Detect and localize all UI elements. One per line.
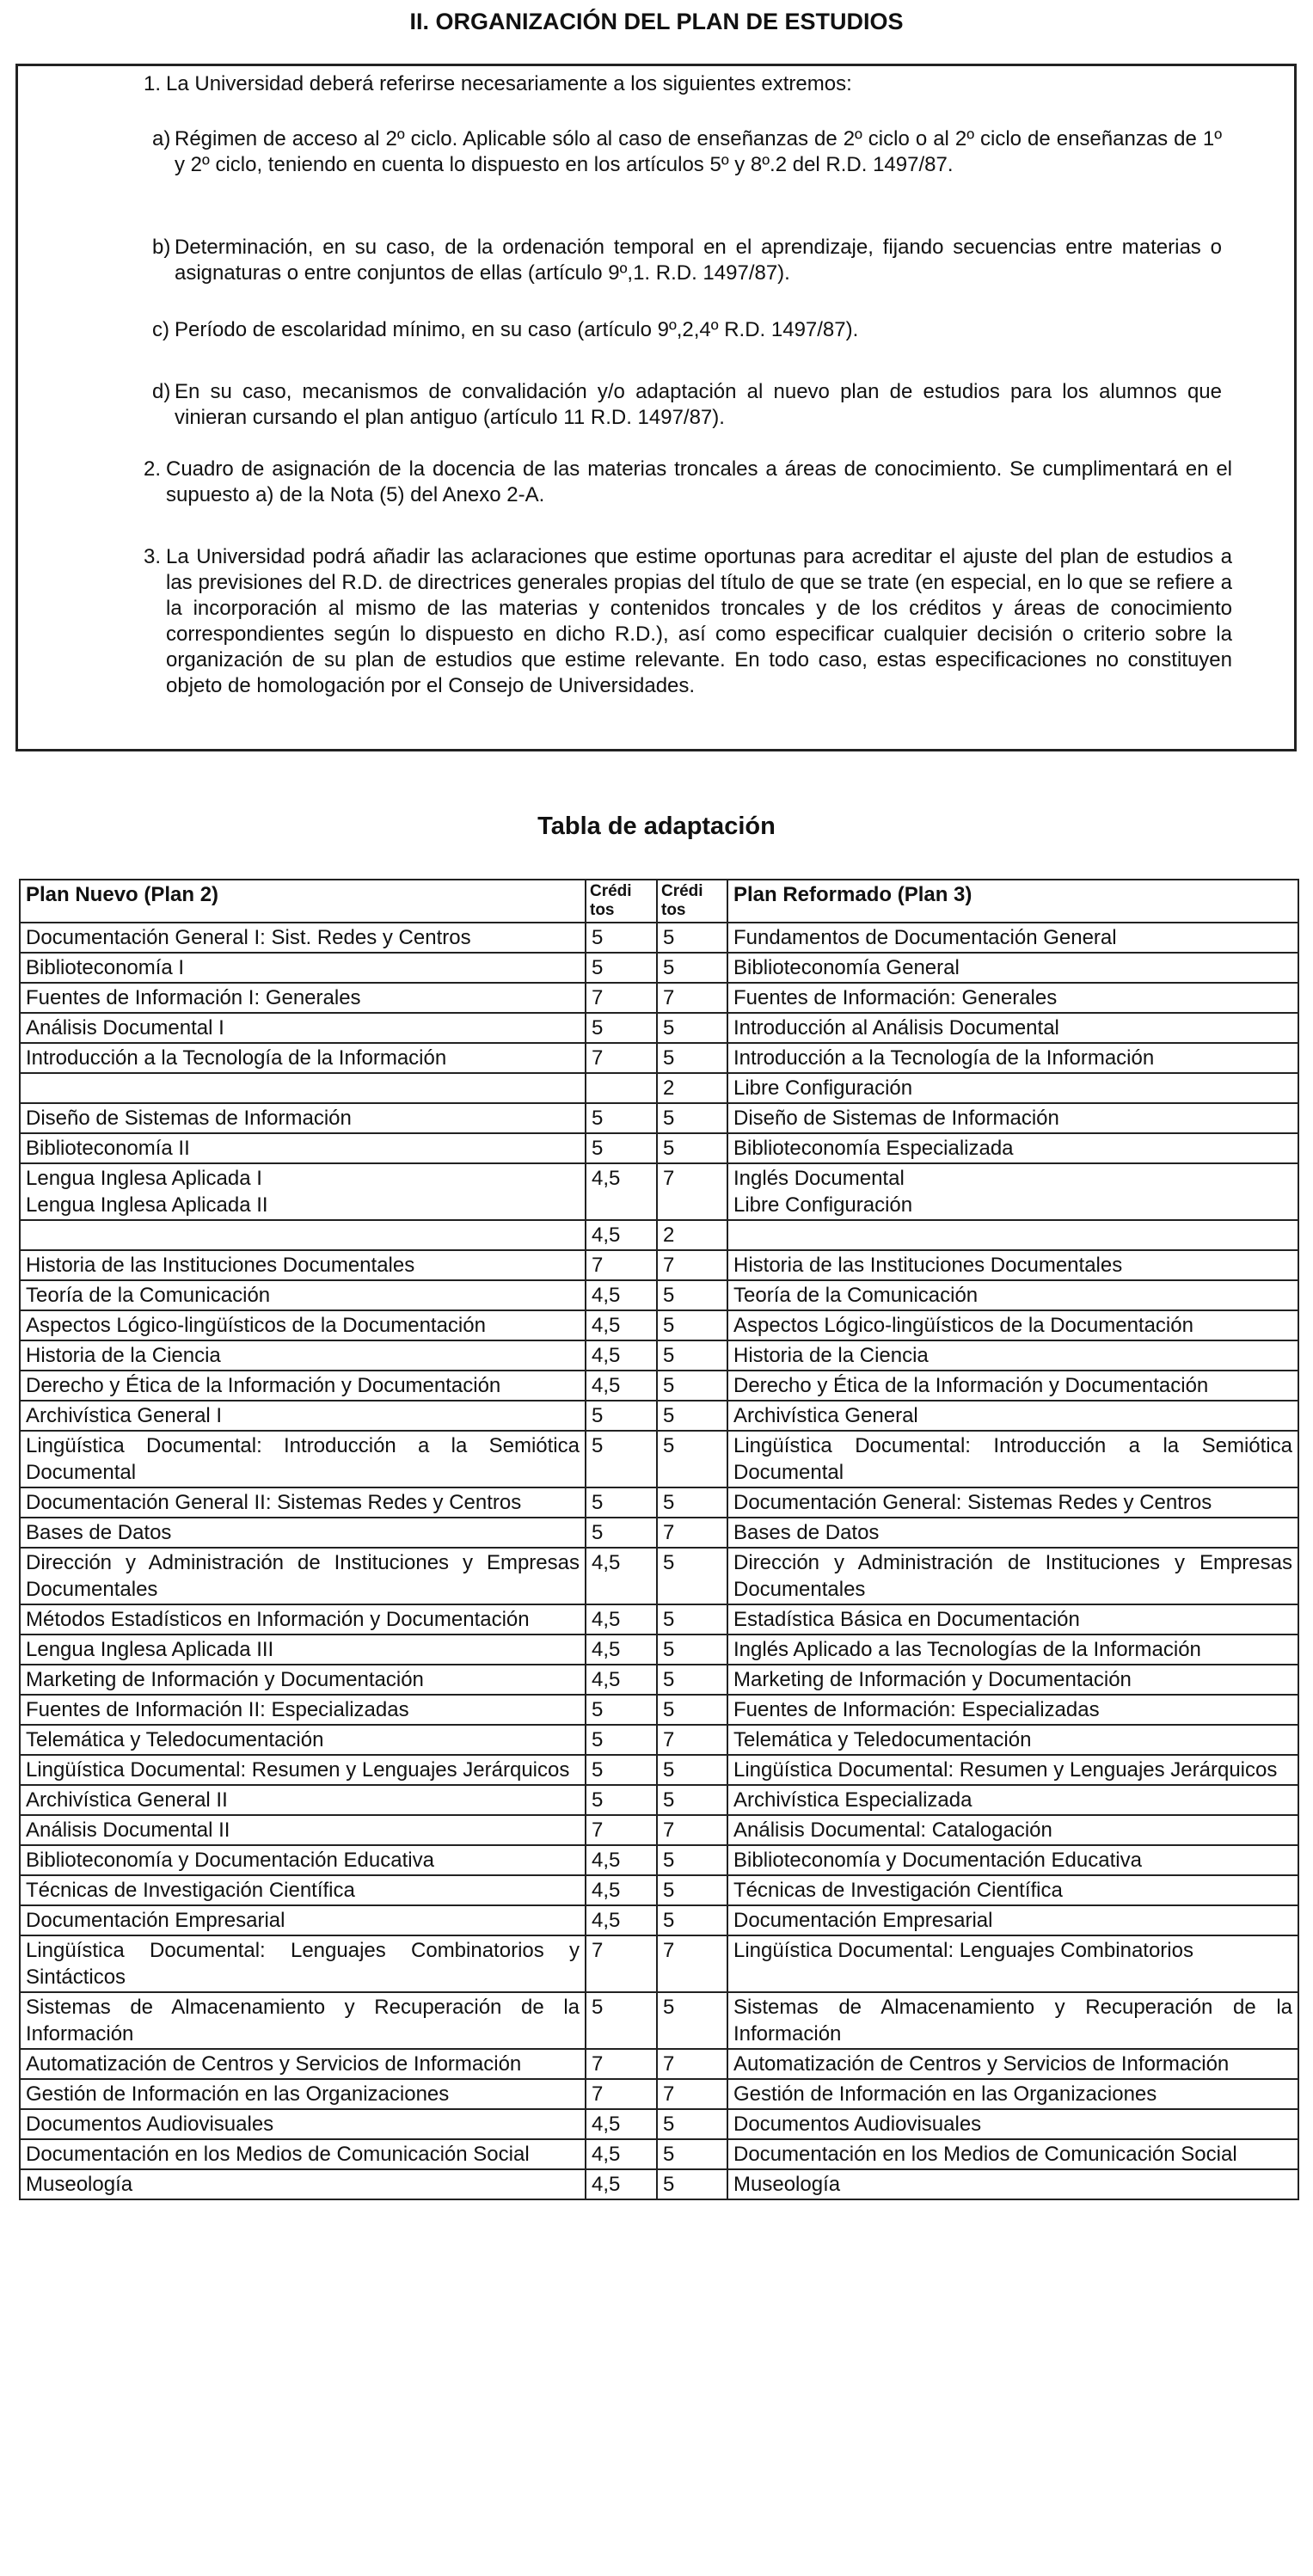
table-row (20, 2079, 1298, 2109)
table-row (20, 923, 1298, 953)
table-row (20, 1695, 1298, 1725)
table-row (20, 983, 1298, 1013)
cell-plan-nuevo: Automatización de Centros y Servicios de Información (20, 2049, 586, 2079)
cell-plan-reformado: Documentos Audiovisuales (727, 2109, 1298, 2139)
cell-creditos-nuevo: 4,5 (586, 1163, 657, 1220)
cell-creditos-nuevo: 7 (586, 983, 657, 1013)
cell-plan-reformado: Museología (727, 2169, 1298, 2199)
table-row (20, 1487, 1298, 1518)
cell-creditos-nuevo: 5 (586, 1725, 657, 1755)
cell-creditos-reformado: 5 (657, 1905, 727, 1935)
cell-creditos-reformado: 5 (657, 1992, 727, 2049)
table-row (20, 1875, 1298, 1905)
cell-creditos-reformado: 5 (657, 1755, 727, 1785)
cell-creditos-nuevo: 5 (586, 953, 657, 983)
cell-plan-nuevo: Archivística General II (20, 1785, 586, 1815)
table-row (20, 1133, 1298, 1163)
adaptation-table (19, 879, 1299, 2200)
cell-plan-reformado: Lingüística Documental: Resumen y Lenguajes Jerárquicos (727, 1755, 1298, 1785)
cell-plan-reformado: Estadística Básica en Documentación (727, 1604, 1298, 1635)
cell-creditos-reformado: 5 (657, 1013, 727, 1043)
cell-creditos-nuevo: 5 (586, 1785, 657, 1815)
cell-plan-reformado: Teoría de la Comunicación (727, 1280, 1298, 1310)
cell-creditos-reformado: 7 (657, 2049, 727, 2079)
cell-plan-nuevo (20, 1073, 586, 1103)
cell-plan-reformado: Aspectos Lógico-lingüísticos de la Documentación (727, 1310, 1298, 1340)
cell-creditos-reformado: 7 (657, 1250, 727, 1280)
cell-plan-nuevo: Museología (20, 2169, 586, 2199)
table-row (20, 1935, 1298, 1992)
cell-creditos-reformado: 5 (657, 1280, 727, 1310)
cell-plan-nuevo: Introducción a la Tecnología de la Información (20, 1043, 586, 1073)
cell-plan-reformado: Derecho y Ética de la Información y Documentación (727, 1371, 1298, 1401)
cell-creditos-reformado: 5 (657, 2169, 727, 2199)
table-row (20, 1518, 1298, 1548)
cell-plan-nuevo: Diseño de Sistemas de Información (20, 1103, 586, 1133)
cell-creditos-nuevo: 5 (586, 1013, 657, 1043)
cell-plan-reformado: Telemática y Teledocumentación (727, 1725, 1298, 1755)
table-header-row (20, 880, 1298, 923)
cell-creditos-reformado: 5 (657, 1340, 727, 1371)
cell-creditos-nuevo: 4,5 (586, 1340, 657, 1371)
table-row (20, 1013, 1298, 1043)
cell-creditos-reformado: 7 (657, 1935, 727, 1992)
cell-plan-reformado: Introducción al Análisis Documental (727, 1013, 1298, 1043)
cell-creditos-nuevo: 7 (586, 1043, 657, 1073)
cell-creditos-reformado: 5 (657, 1043, 727, 1073)
sub-item-label: c) (152, 318, 169, 341)
cell-creditos-reformado: 5 (657, 1487, 727, 1518)
list-item-2 (144, 457, 1232, 508)
cell-creditos-nuevo: 5 (586, 1133, 657, 1163)
table-row (20, 1548, 1298, 1604)
list-item-text: La Universidad deberá referirse necesariamente a los siguientes extremos: (166, 72, 852, 95)
cell-creditos-nuevo: 5 (586, 1695, 657, 1725)
cell-plan-nuevo: Técnicas de Investigación Científica (20, 1875, 586, 1905)
cell-plan-reformado: Documentación Empresarial (727, 1905, 1298, 1935)
cell-plan-nuevo (20, 1220, 586, 1250)
table-row (20, 1905, 1298, 1935)
table-row (20, 1431, 1298, 1487)
cell-creditos-reformado: 5 (657, 1548, 727, 1604)
list-item-3 (144, 544, 1232, 699)
cell-creditos-nuevo: 4,5 (586, 1220, 657, 1250)
cell-plan-reformado: Historia de las Instituciones Documentales (727, 1250, 1298, 1280)
sub-item-a (152, 126, 1222, 178)
list-item-text: Cuadro de asignación de la docencia de las materias troncales a áreas de conocimiento. Se cumplimentará en el supuesto a) de la Nota (5) del Anexo 2-A. (166, 457, 1232, 506)
cell-plan-nuevo: Marketing de Información y Documentación (20, 1665, 586, 1695)
cell-plan-reformado: Bases de Datos (727, 1518, 1298, 1548)
cell-creditos-nuevo: 4,5 (586, 1604, 657, 1635)
cell-creditos-reformado: 7 (657, 1518, 727, 1548)
table-row (20, 1280, 1298, 1310)
cell-creditos-reformado: 5 (657, 1401, 727, 1431)
cell-plan-nuevo: Lingüística Documental: Lenguajes Combinatorios y Sintácticos (20, 1935, 586, 1992)
cell-plan-reformado: Lingüística Documental: Lenguajes Combinatorios (727, 1935, 1298, 1992)
cell-creditos-reformado: 5 (657, 1103, 727, 1133)
cell-plan-nuevo: Dirección y Administración de Instituciones y Empresas Documentales (20, 1548, 586, 1604)
cell-plan-nuevo: Métodos Estadísticos en Información y Documentación (20, 1604, 586, 1635)
cell-plan-reformado: Análisis Documental: Catalogación (727, 1815, 1298, 1845)
cell-plan-nuevo: Fuentes de Información I: Generales (20, 983, 586, 1013)
sub-item-text: En su caso, mecanismos de convalidación y/o adaptación al nuevo plan de estudios para los alumnos que vinieran cursando el plan antiguo (artículo 11 R.D. 1497/87). (175, 380, 1222, 429)
cell-plan-nuevo-line: Lengua Inglesa Aplicada II (26, 1193, 268, 1217)
cell-plan-reformado: Biblioteconomía y Documentación Educativa (727, 1845, 1298, 1875)
table-title: Tabla de adaptación (537, 813, 776, 840)
table-row (20, 2109, 1298, 2139)
table-row (20, 1635, 1298, 1665)
cell-creditos-reformado: 7 (657, 1815, 727, 1845)
cell-creditos-nuevo: 5 (586, 923, 657, 953)
table-row (20, 2169, 1298, 2199)
table-row (20, 1785, 1298, 1815)
cell-plan-reformado (727, 1220, 1298, 1250)
cell-plan-reformado: Documentación en los Medios de Comunicación Social (727, 2139, 1298, 2169)
cell-plan-nuevo: Documentación General II: Sistemas Redes y Centros (20, 1487, 586, 1518)
cell-plan-reformado: Biblioteconomía Especializada (727, 1133, 1298, 1163)
cell-plan-nuevo: Lengua Inglesa Aplicada III (20, 1635, 586, 1665)
cell-plan-reformado: Automatización de Centros y Servicios de Información (727, 2049, 1298, 2079)
cell-plan-reformado: Historia de la Ciencia (727, 1340, 1298, 1371)
table-row (20, 1755, 1298, 1785)
table-row (20, 1250, 1298, 1280)
cell-plan-reformado: Libre Configuración (727, 1073, 1298, 1103)
table-row (20, 1073, 1298, 1103)
cell-plan-nuevo: Historia de las Instituciones Documentales (20, 1250, 586, 1280)
cell-plan-reformado: Sistemas de Almacenamiento y Recuperación de la Información (727, 1992, 1298, 2049)
cell-creditos-reformado: 7 (657, 1163, 727, 1220)
cell-creditos-nuevo: 4,5 (586, 1371, 657, 1401)
cell-creditos-reformado: 7 (657, 2079, 727, 2109)
list-number: 3. (144, 545, 162, 568)
table-row (20, 1220, 1298, 1250)
cell-plan-reformado: Marketing de Información y Documentación (727, 1665, 1298, 1695)
cell-plan-nuevo: Bases de Datos (20, 1518, 586, 1548)
cell-plan-nuevo: Análisis Documental II (20, 1815, 586, 1845)
cell-creditos-nuevo: 7 (586, 1935, 657, 1992)
cell-plan-nuevo: Fuentes de Información II: Especializadas (20, 1695, 586, 1725)
cell-creditos-nuevo: 4,5 (586, 1635, 657, 1665)
cell-creditos-reformado: 5 (657, 2139, 727, 2169)
cell-plan-reformado: Diseño de Sistemas de Información (727, 1103, 1298, 1133)
requirements-box (15, 64, 1297, 751)
cell-plan-reformado: Gestión de Información en las Organizaciones (727, 2079, 1298, 2109)
cell-creditos-nuevo: 4,5 (586, 2109, 657, 2139)
cell-creditos-reformado: 5 (657, 1695, 727, 1725)
cell-plan-nuevo (20, 1163, 586, 1220)
header-plan-reformado: Plan Reformado (Plan 3) (727, 880, 1298, 923)
cell-plan-reformado: Fundamentos de Documentación General (727, 923, 1298, 953)
sub-item-label: b) (152, 236, 171, 259)
cell-plan-reformado-line: Inglés Documental (733, 1167, 905, 1190)
cell-plan-reformado: Documentación General: Sistemas Redes y Centros (727, 1487, 1298, 1518)
cell-creditos-nuevo: 7 (586, 1815, 657, 1845)
table-row (20, 1310, 1298, 1340)
cell-creditos-nuevo: 4,5 (586, 1548, 657, 1604)
cell-creditos-reformado: 7 (657, 983, 727, 1013)
cell-creditos-nuevo: 4,5 (586, 1845, 657, 1875)
cell-plan-nuevo: Documentación en los Medios de Comunicación Social (20, 2139, 586, 2169)
cell-plan-reformado: Fuentes de Información: Generales (727, 983, 1298, 1013)
cell-creditos-reformado: 5 (657, 1371, 727, 1401)
list-number: 1. (144, 72, 162, 95)
cell-plan-reformado: Lingüística Documental: Introducción a la Semiótica Documental (727, 1431, 1298, 1487)
cell-creditos-nuevo: 5 (586, 1103, 657, 1133)
cell-plan-reformado (727, 1163, 1298, 1220)
header-plan-nuevo: Plan Nuevo (Plan 2) (20, 880, 586, 923)
cell-plan-reformado: Introducción a la Tecnología de la Información (727, 1043, 1298, 1073)
table-row (20, 1401, 1298, 1431)
table-row (20, 1992, 1298, 2049)
cell-creditos-reformado: 2 (657, 1073, 727, 1103)
table-row (20, 1371, 1298, 1401)
cell-plan-nuevo: Biblioteconomía I (20, 953, 586, 983)
cell-plan-nuevo-line: Lengua Inglesa Aplicada I (26, 1167, 262, 1190)
cell-plan-nuevo: Lingüística Documental: Resumen y Lenguajes Jerárquicos (20, 1755, 586, 1785)
cell-creditos-reformado: 5 (657, 923, 727, 953)
cell-creditos-reformado: 5 (657, 1845, 727, 1875)
cell-plan-reformado: Archivística General (727, 1401, 1298, 1431)
cell-plan-reformado: Fuentes de Información: Especializadas (727, 1695, 1298, 1725)
table-row (20, 953, 1298, 983)
cell-plan-nuevo: Archivística General I (20, 1401, 586, 1431)
sub-item-label: a) (152, 127, 171, 150)
cell-creditos-reformado: 7 (657, 1725, 727, 1755)
cell-plan-nuevo: Análisis Documental I (20, 1013, 586, 1043)
cell-creditos-nuevo: 7 (586, 2079, 657, 2109)
cell-plan-reformado: Inglés Aplicado a las Tecnologías de la Información (727, 1635, 1298, 1665)
cell-plan-reformado: Archivística Especializada (727, 1785, 1298, 1815)
cell-plan-reformado: Técnicas de Investigación Científica (727, 1875, 1298, 1905)
sub-item-b (152, 235, 1222, 286)
cell-plan-nuevo: Documentación Empresarial (20, 1905, 586, 1935)
table-body (20, 923, 1298, 2199)
cell-creditos-reformado: 5 (657, 1875, 727, 1905)
table-row (20, 1163, 1298, 1220)
list-item-text: La Universidad podrá añadir las aclaraciones que estime oportunas para acreditar el ajuste del plan de estudios a las previsiones del R.D. de directrices generales propias del título de que se trate (en especial, en lo que se refiere a la incorporación al mismo de las materias y contenidos troncales y de los créditos y áreas de conocimiento correspondientes según lo dispuesto en dicho R.D.), así como especificar cualquier decisión o criterio sobre la organización de su plan de estudios que estime relevante. En todo caso, estas especificaciones no constituyen objeto de homologación por el Consejo de Universidades. (166, 545, 1232, 697)
cell-plan-nuevo: Teoría de la Comunicación (20, 1280, 586, 1310)
cell-creditos-nuevo: 7 (586, 1250, 657, 1280)
cell-creditos-reformado: 5 (657, 1133, 727, 1163)
cell-creditos-reformado: 5 (657, 1604, 727, 1635)
cell-creditos-nuevo: 4,5 (586, 2139, 657, 2169)
cell-creditos-reformado: 2 (657, 1220, 727, 1250)
cell-creditos-nuevo: 4,5 (586, 1310, 657, 1340)
cell-creditos-nuevo: 5 (586, 1755, 657, 1785)
cell-plan-reformado: Biblioteconomía General (727, 953, 1298, 983)
header-creditos-reformado: Crédi tos (657, 880, 727, 923)
cell-plan-nuevo: Documentación General I: Sist. Redes y Centros (20, 923, 586, 953)
cell-plan-nuevo: Telemática y Teledocumentación (20, 1725, 586, 1755)
cell-creditos-reformado: 5 (657, 1785, 727, 1815)
list-item-1 (144, 71, 1232, 97)
cell-creditos-nuevo: 5 (586, 1518, 657, 1548)
cell-creditos-nuevo: 4,5 (586, 1280, 657, 1310)
cell-plan-nuevo: Documentos Audiovisuales (20, 2109, 586, 2139)
cell-plan-reformado-line: Libre Configuración (733, 1193, 913, 1217)
sub-item-text: Régimen de acceso al 2º ciclo. Aplicable sólo al caso de enseñanzas de 2º ciclo o al 2º ciclo de enseñanzas de 1º y 2º ciclo, teniendo en cuenta lo dispuesto en los artículos 5º y 8º.2 del R.D. 1497/87. (175, 127, 1222, 176)
sub-item-d (152, 379, 1222, 431)
cell-plan-nuevo: Biblioteconomía II (20, 1133, 586, 1163)
table-row (20, 1815, 1298, 1845)
cell-creditos-nuevo: 4,5 (586, 1665, 657, 1695)
sub-item-text: Determinación, en su caso, de la ordenación temporal en el aprendizaje, fijando secuencias entre materias o asignaturas o entre conjuntos de ellas (artículo 9º,1. R.D. 1497/87). (175, 236, 1222, 285)
sub-item-label: d) (152, 380, 171, 403)
cell-creditos-nuevo: 4,5 (586, 1905, 657, 1935)
cell-plan-nuevo: Derecho y Ética de la Información y Documentación (20, 1371, 586, 1401)
cell-creditos-reformado: 5 (657, 2109, 727, 2139)
cell-creditos-nuevo: 5 (586, 1431, 657, 1487)
cell-creditos-reformado: 5 (657, 953, 727, 983)
cell-creditos-nuevo: 5 (586, 1401, 657, 1431)
cell-plan-reformado: Dirección y Administración de Instituciones y Empresas Documentales (727, 1548, 1298, 1604)
cell-creditos-nuevo: 4,5 (586, 1875, 657, 1905)
list-number: 2. (144, 457, 162, 481)
table-row (20, 1043, 1298, 1073)
cell-creditos-reformado: 5 (657, 1310, 727, 1340)
cell-creditos-nuevo: 5 (586, 1992, 657, 2049)
cell-creditos-nuevo: 4,5 (586, 2169, 657, 2199)
cell-plan-nuevo: Gestión de Información en las Organizaciones (20, 2079, 586, 2109)
cell-creditos-nuevo: 7 (586, 2049, 657, 2079)
table-row (20, 1725, 1298, 1755)
table-row (20, 1340, 1298, 1371)
cell-plan-nuevo: Aspectos Lógico-lingüísticos de la Documentación (20, 1310, 586, 1340)
cell-creditos-reformado: 5 (657, 1665, 727, 1695)
section-title: II. ORGANIZACIÓN DEL PLAN DE ESTUDIOS (409, 9, 904, 34)
cell-creditos-nuevo (586, 1073, 657, 1103)
sub-item-c (152, 317, 1222, 343)
cell-creditos-nuevo: 5 (586, 1487, 657, 1518)
table-row (20, 1103, 1298, 1133)
cell-plan-nuevo: Lingüística Documental: Introducción a la Semiótica Documental (20, 1431, 586, 1487)
table-row (20, 2049, 1298, 2079)
cell-plan-nuevo: Sistemas de Almacenamiento y Recuperación de la Información (20, 1992, 586, 2049)
cell-creditos-reformado: 5 (657, 1635, 727, 1665)
header-creditos-nuevo: Crédi tos (586, 880, 657, 923)
sub-item-text: Período de escolaridad mínimo, en su caso (artículo 9º,2,4º R.D. 1497/87). (175, 318, 859, 341)
table-row (20, 1665, 1298, 1695)
table-row (20, 1604, 1298, 1635)
cell-creditos-reformado: 5 (657, 1431, 727, 1487)
table-row (20, 1845, 1298, 1875)
cell-plan-nuevo: Biblioteconomía y Documentación Educativa (20, 1845, 586, 1875)
cell-plan-nuevo: Historia de la Ciencia (20, 1340, 586, 1371)
table-row (20, 2139, 1298, 2169)
